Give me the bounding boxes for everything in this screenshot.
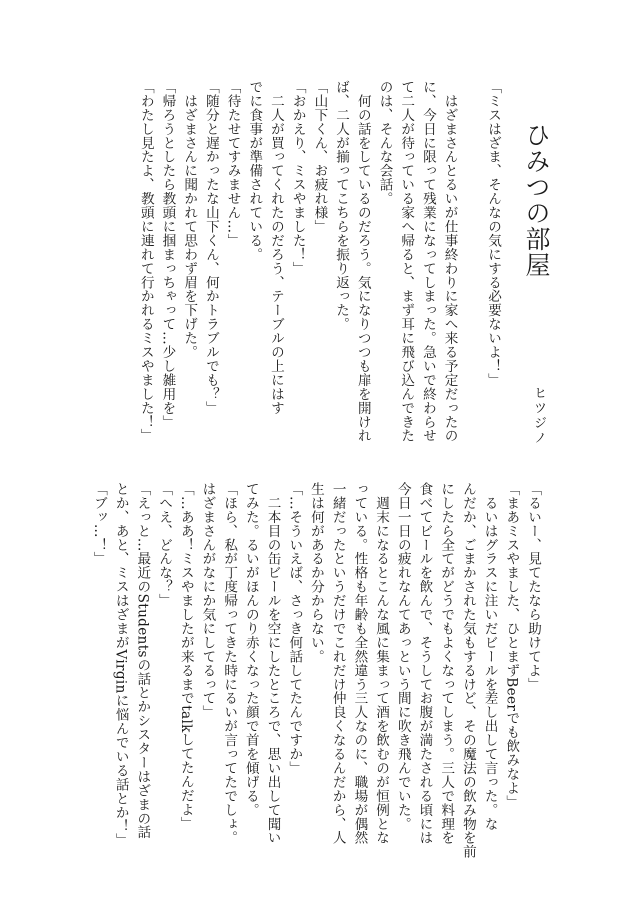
text-line: はざまさんに聞かれて思わず眉を下げた。 (181, 80, 198, 359)
text-line: 「…ああ！ミスやましたが来るまでtalkしてたんだよ」 (177, 482, 194, 831)
text-line: るいはグラスに注いだビールを差し出して言った。な (481, 482, 498, 831)
text-line: 食べてビールを飲んで、そうしてお腹が満たされる頃には (416, 482, 433, 845)
text-line: 二人が買ってくれたのだろう、テーブルの上にはす (267, 80, 284, 415)
text-line: はざまさんがなにか気にしてるって」 (199, 482, 216, 720)
text-line: はざまさんとるいが仕事終わりに家へ来る予定だったの (441, 80, 458, 443)
text-line: 生は何があるか分からない。 (307, 482, 324, 664)
author-name: ヒツジノ (531, 386, 546, 446)
text-line: に、今日に限って残業になってしまった。急いで終わらせ (419, 80, 436, 443)
text-line: 「ミスはざま、そんなの気にする必要ないよ！」 (485, 80, 501, 387)
text-line: 「待たせてすみません…」 (224, 80, 241, 248)
text-line: んだか、ごまかされた気もするけど、その魔法の飲み物を前 (459, 482, 476, 859)
story-title: ひみつの部屋 (522, 122, 551, 278)
text-line: 「帰ろうとしたら教頭に掴まっちゃって…少し雑用を」 (159, 80, 176, 429)
text-line: てみた。るいがほんのり赤くなった顔で首を傾げる。 (242, 482, 259, 817)
text-line: ば、二人が揃ってこちらを振り返った。 (333, 80, 350, 332)
text-line: て二人が待っている家へ帰ると、まず耳に飛び込んできた (398, 80, 415, 443)
text-line: 一緒だったというだけでこれだけ仲良くなるんだから、人 (329, 482, 346, 845)
text-line: にしたら全てがどうでもよくなってしまう。三人で料理を (438, 482, 455, 845)
text-line: 何の話をしているのだろう。気になりつつも扉を開けれ (354, 80, 371, 443)
text-line: とか、あと、ミスはざまがVirginに悩んでいる話とか！」 (112, 482, 129, 848)
text-line: 「へえ、どんな？」 (156, 482, 173, 608)
text-line: 「おかえり、ミスやました！」 (289, 80, 306, 276)
text-line: 「随分と遅かったな山下くん、何かトラブルでも？」 (202, 80, 219, 415)
blank-line (460, 80, 482, 443)
text-line: 「ほら、私が丁度帰ってきた時にるいが言ってたでしょ。 (221, 482, 238, 845)
text-line: 「山下くん、お疲れ様」 (311, 80, 328, 234)
text-line: 「わたし見たよ、教頭に連れて行かれるミスやました！」 (137, 80, 154, 443)
text-line: 「ブッ…！」 (90, 482, 107, 566)
text-line: でに食事が準備されている。 (246, 80, 263, 262)
text-line: 「まあミスやました、ひとまずBeerでも飲みなよ」 (503, 482, 520, 809)
lower-text-block (87, 482, 543, 859)
text-line: 週末になるとこんな風に集まって酒を飲むのが恒例とな (373, 482, 390, 845)
text-line: 二本目の缶ビールを空にしたところで、思い出して聞い (264, 482, 281, 845)
text-line: 今日一日の疲れなんてあっという間に吹き飛んでいた。 (394, 482, 411, 831)
text-line: っている。性格も年齢も全然違う三人なのに、職場が偶然 (351, 482, 368, 845)
text-line: 「えっと…最近のStudentsの話とかシスターはざまの話 (134, 482, 151, 840)
text-line: 「…そういえば、さっき何話してたんですか」 (286, 482, 303, 775)
text-line: のは、そんな会話。 (376, 80, 393, 206)
upper-text-block (134, 80, 503, 443)
text-line: 「るいー、見てたなら助けてよ」 (525, 482, 541, 692)
